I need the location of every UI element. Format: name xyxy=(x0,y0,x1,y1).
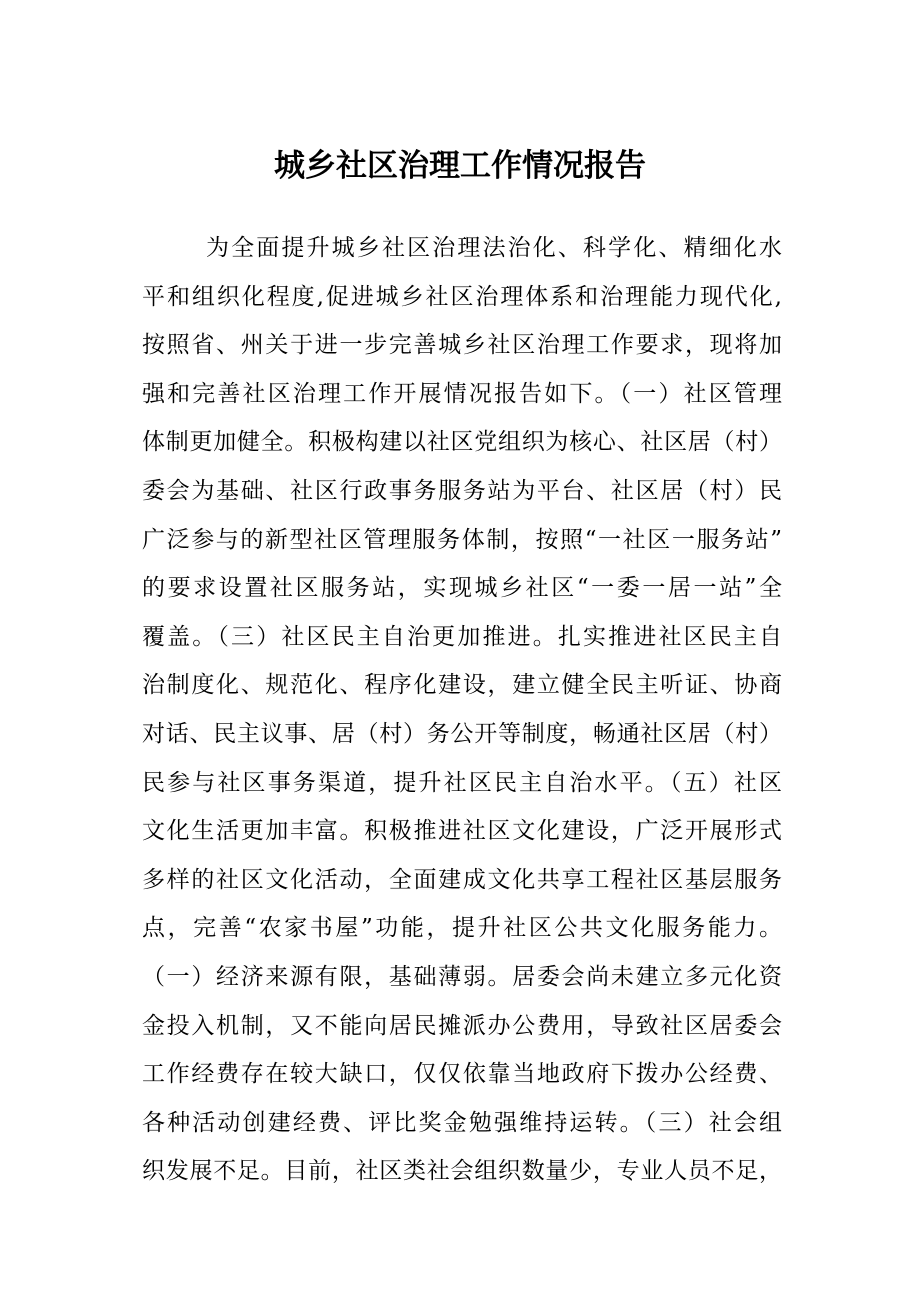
text-line: 织发展不足。目前，社区类社会组织数量少，专业人员不足， xyxy=(142,1158,782,1185)
text-line: 点，完善“农家书屋”功能，提升社区公共文化服务能力。 xyxy=(142,915,782,942)
text-line: 金投入机制，又不能向居民摊派办公费用，导致社区居委会 xyxy=(142,1012,782,1039)
text-line: 强和完善社区治理工作开展情况报告如下。（一）社区管理 xyxy=(142,380,782,407)
text-line: 体制更加健全。积极构建以社区党组织为核心、社区居（村） xyxy=(142,429,782,456)
page-title: 城乡社区治理工作情况报告 xyxy=(274,148,646,184)
text-line: 委会为基础、社区行政事务服务站为平台、社区居（村）民 xyxy=(142,477,782,504)
body-paragraph xyxy=(142,224,782,1196)
text-line: 各种活动创建经费、评比奖金勉强维持运转。（三）社会组 xyxy=(142,1109,782,1136)
text-line: 对话、民主议事、居（村）务公开等制度，畅通社区居（村） xyxy=(142,720,782,747)
text-line: （一）经济来源有限，基础薄弱。居委会尚未建立多元化资 xyxy=(142,963,782,990)
text-line: 民参与社区事务渠道，提升社区民主自治水平。（五）社区 xyxy=(142,769,782,796)
text-line: 治制度化、规范化、程序化建设，建立健全民主听证、协商 xyxy=(142,672,782,699)
text-line: 为全面提升城乡社区治理法治化、科学化、精细化水 xyxy=(206,235,782,261)
text-line: 文化生活更加丰富。积极推进社区文化建设，广泛开展形式 xyxy=(142,818,782,845)
text-line: 多样的社区文化活动，全面建成文化共享工程社区基层服务 xyxy=(142,866,782,893)
text-line: 覆盖。（三）社区民主自治更加推进。扎实推进社区民主自 xyxy=(142,623,782,650)
text-line: 按照省、州关于进一步完善城乡社区治理工作要求，现将加 xyxy=(142,332,782,359)
text-line: 工作经费存在较大缺口，仅仅依靠当地政府下拨办公经费、 xyxy=(142,1061,782,1088)
text-line: 的要求设置社区服务站，实现城乡社区“一委一居一站”全 xyxy=(142,575,782,602)
text-line: 广泛参与的新型社区管理服务体制，按照“一社区一服务站” xyxy=(142,526,782,553)
text-line: 平和组织化程度,促进城乡社区治理体系和治理能力现代化, xyxy=(142,283,782,310)
